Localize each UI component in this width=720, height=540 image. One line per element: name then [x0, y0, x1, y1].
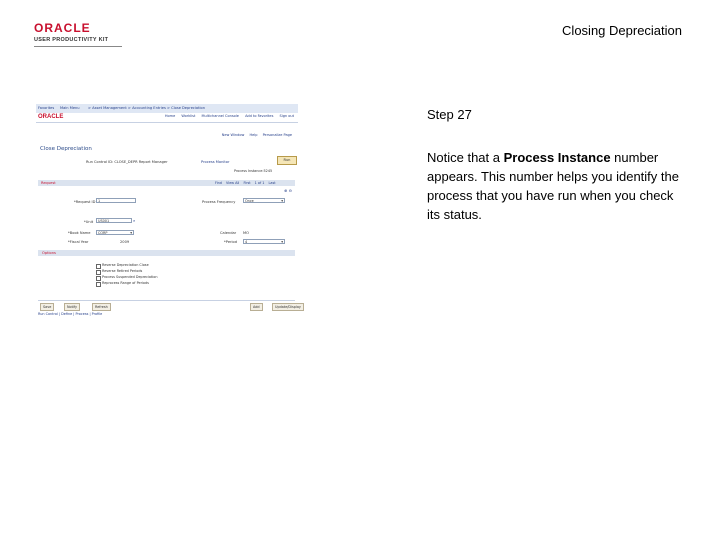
row-count: 1 of 1: [254, 181, 265, 185]
breadcrumb-bar: [36, 104, 298, 113]
save-button[interactable]: Save: [40, 303, 54, 311]
personalize-page-link[interactable]: Personalize Page: [262, 133, 292, 137]
home-link[interactable]: Home: [164, 114, 176, 118]
oracle-brand-logo: ORACLE: [38, 114, 64, 120]
book-name-select[interactable]: CORP ▾: [96, 230, 134, 235]
unit-label: *Unit: [84, 220, 94, 224]
header-links: [160, 114, 294, 118]
fiscal-year-label: *Fiscal Year: [68, 240, 89, 244]
help-link[interactable]: Help: [249, 133, 258, 137]
footer-links[interactable]: Run Control | Define | Process | Profile: [38, 312, 103, 316]
process-suspended-depreciation-checkbox[interactable]: [96, 276, 101, 281]
new-window-link[interactable]: New Window: [221, 133, 245, 137]
sign-out-link[interactable]: Sign out: [279, 114, 294, 118]
logo-divider: [34, 46, 122, 47]
reverse-depreciation-close-label: Reverse Depreciation Close: [102, 263, 149, 267]
step-text-before: Notice that a: [427, 150, 504, 165]
update-display-button[interactable]: Update/Display: [272, 303, 304, 311]
lookup-icon[interactable]: ⌕: [133, 218, 136, 223]
breadcrumb-path[interactable]: > Asset Management > Accounting Entries > Close Depreciation: [88, 106, 205, 110]
period-label: *Period: [224, 240, 238, 244]
run-control-info: Run Control ID: CLOSE_DEPR Report Manager: [86, 160, 168, 164]
reverse-retired-periods-checkbox[interactable]: [96, 270, 101, 275]
find-link[interactable]: Find: [215, 181, 222, 185]
reverse-depreciation-close-checkbox[interactable]: [96, 264, 101, 269]
unit-input[interactable]: US001: [96, 218, 132, 223]
brand-bar: [36, 113, 298, 123]
button-bar-divider: [38, 300, 295, 301]
add-delete-row-icons[interactable]: ⊕ ⊖: [284, 188, 292, 193]
multichannel-console-link[interactable]: Multichannel Console: [201, 114, 239, 118]
row-navigation: [212, 181, 276, 185]
favorites-menu[interactable]: Favorites: [38, 106, 55, 110]
view-all-link[interactable]: View All: [226, 181, 240, 185]
request-id-input[interactable]: 1: [96, 198, 136, 203]
add-to-favorites-link[interactable]: Add to Favorites: [245, 114, 274, 118]
process-monitor-link[interactable]: Process Monitor: [201, 160, 230, 164]
step-number: Step 27: [427, 107, 472, 122]
step-instructions: [427, 148, 689, 224]
oracle-upk-logo: [34, 22, 126, 48]
step-text-after: number appears. This number helps you identify the process that you have run when you check its status.: [427, 150, 679, 222]
slide-title: Closing Depreciation: [562, 23, 682, 38]
last-link[interactable]: Last: [268, 181, 276, 185]
reprocess-range-checkbox[interactable]: [96, 282, 101, 287]
logo-wordmark: ORACLE: [34, 21, 91, 35]
process-frequency-label: Process Frequency: [202, 200, 236, 204]
book-name-label: *Book Name: [68, 231, 91, 235]
calendar-label: Calendar: [220, 231, 237, 235]
calendar-value: MO: [243, 231, 249, 235]
reverse-retired-periods-label: Reverse Retired Periods: [102, 269, 143, 273]
options-section-header: [38, 250, 295, 256]
logo-subtext: USER PRODUCTIVITY KIT: [34, 37, 109, 43]
page-title: Close Depreciation: [40, 146, 92, 152]
reprocess-range-label: Reprocess Range of Periods: [102, 281, 149, 285]
page-utility-links: [218, 133, 292, 137]
options-section-label: Options: [42, 251, 56, 255]
run-button[interactable]: Run: [277, 156, 297, 165]
notify-button[interactable]: Notify: [64, 303, 80, 311]
request-section-label: Request: [41, 181, 56, 185]
refresh-button[interactable]: Refresh: [92, 303, 111, 311]
fiscal-year-value: 2009: [120, 240, 130, 244]
process-frequency-select[interactable]: Once ▾: [243, 198, 285, 203]
first-link[interactable]: First: [243, 181, 251, 185]
process-instance-number: Process Instance:5245: [234, 169, 273, 173]
application-screenshot: [36, 104, 301, 318]
request-id-label: *Request ID: [74, 200, 96, 204]
step-text-bold: Process Instance: [503, 150, 611, 165]
period-select[interactable]: 4 ▾: [243, 239, 285, 244]
main-menu[interactable]: Main Menu: [60, 106, 80, 110]
process-suspended-depreciation-label: Process Suspended Depreciation: [102, 275, 158, 279]
add-button[interactable]: Add: [250, 303, 263, 311]
worklist-link[interactable]: Worklist: [181, 114, 196, 118]
